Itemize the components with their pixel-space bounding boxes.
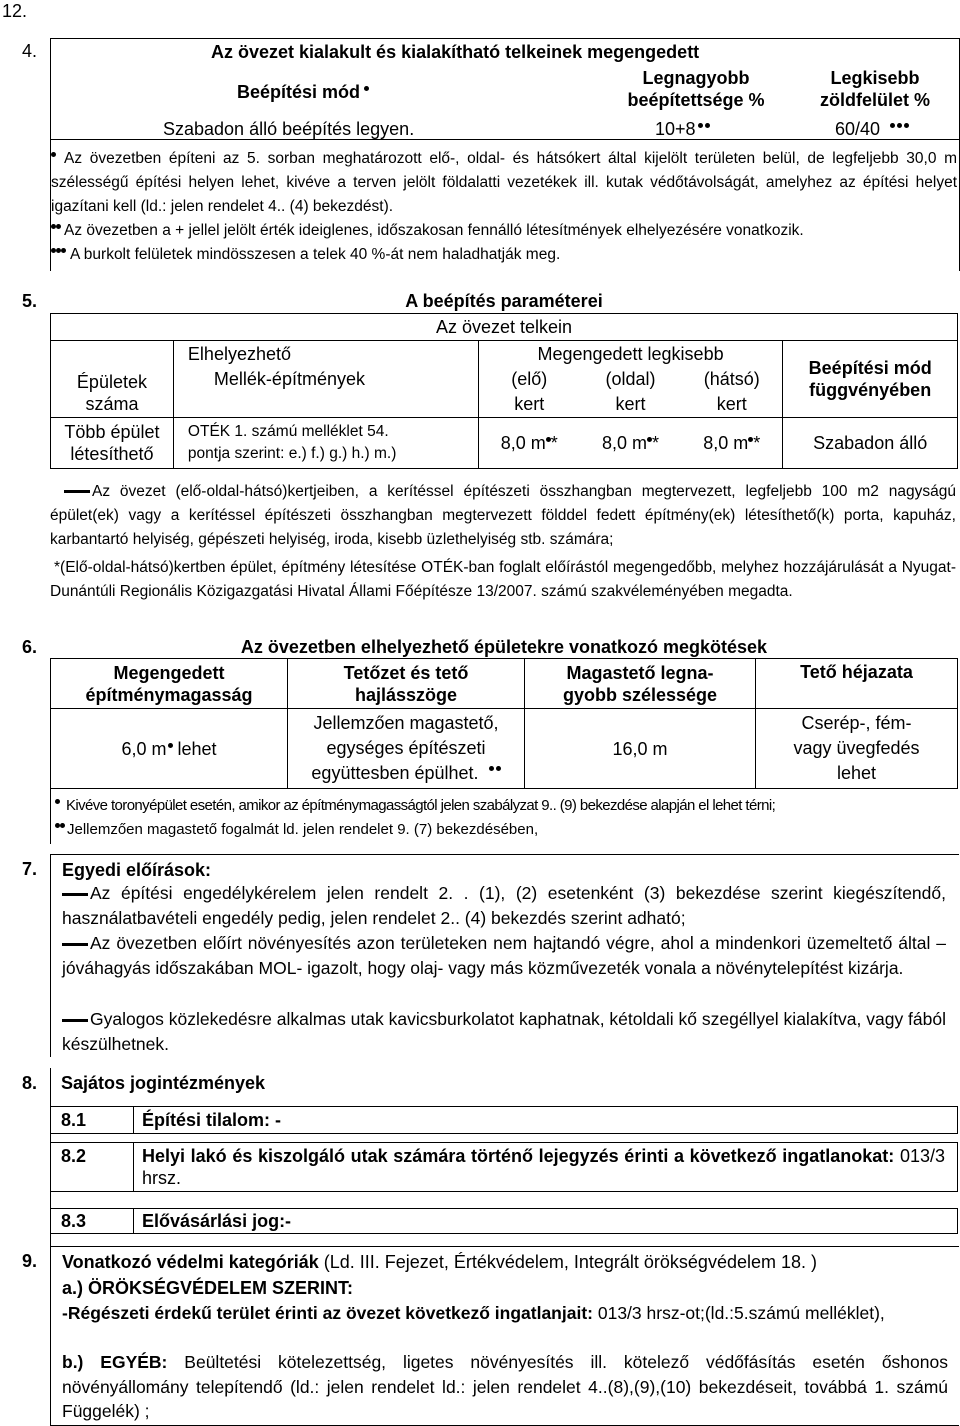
s4-note-1: Az övezetben építeni az 5. sorban meghatározott elő-, oldal- és hátsókert által kijelölt területen belül, de legfeljebb 30,0 m szélességű építési helyen lehet, kivéve a terven jelölt földalatti vezetékek ill. kutak védőtávolságát, amelyhez az építési helyet igazítani kell (ld.: jelen rendelet 4.. (4) bekezdést). [51, 150, 957, 215]
s6-col-width: Magastető legna- gyobb szélessége [525, 659, 756, 709]
s5-col-min: Megengedett legkisebb [478, 340, 783, 367]
s7-para-2: Az övezetben előírt növényesítés azon területeken nem hajtandó végre, ahol a mindenkori üzemeltető által –jóváhagyás időszakában MOL- igazolt, hogy olaj- vagy más közművezeték vonala a növénytelepítést kizárja. [62, 933, 946, 978]
section-9-title: Vonatkozó védelmi kategóriák (Ld. III. Fejezet, Értékvédelem, Integrált örökségvédelem 18. ) [62, 1252, 817, 1272]
s6-val-height: 6,0 m lehet [51, 709, 288, 789]
bullet-icon [705, 123, 710, 128]
s4-col-max: Legnagyobb beépítettsége % [627, 68, 765, 110]
s5-val-mode: Szabadon álló [783, 417, 958, 468]
s7-para-1: Az építési engedélykérelem jelen rendelt 2. . (1), (2) esetenként (3) bekezdése szerint kiegészítendő, használatbavételi engedély pedig, jelen rendelet 2.. (4) bekezdés szerint adható; [62, 883, 946, 928]
bullet-icon [168, 743, 173, 748]
bullet-icon [55, 799, 60, 804]
s5-col-ancillary: Mellék-építmények [173, 367, 478, 391]
bullet-icon [56, 224, 61, 229]
section-8-number: 8. [22, 1073, 38, 1093]
s4-note-3: A burkolt felületek mindösszesen a telek 40 %-át nem haladhatják meg. [51, 243, 957, 267]
s6-notes [50, 788, 959, 844]
s4-row-mode: Szabadon álló beépítés legyen. [163, 119, 415, 139]
dash-icon [62, 943, 88, 946]
bullet-icon [364, 86, 369, 91]
s6-table [50, 658, 958, 789]
s5-col-buildings: Épületek száma [51, 340, 174, 417]
section-7-number: 7. [22, 859, 38, 879]
s6-col-height: Megengedett építménymagasság [51, 659, 288, 709]
bullet-icon [496, 766, 501, 771]
dash-icon [64, 490, 90, 493]
bullet-icon [698, 123, 703, 128]
s5-val-front: 8,0 m * [478, 417, 580, 468]
s8-row-2: 8.2 Helyi lakó és kiszolgáló utak számára történő lejegyzés érinti a következő ingatlanokat: 013/3 hrsz. [50, 1142, 958, 1192]
s9-b-text: b.) EGYÉB: Beültetési kötelezettség, ligetes növényesítés ill. kötelező védőfásítás esetén őshonos növényállomány telepítendő (ld.: jelen rendelet ld.: jelen rendelet 4..(8),(9),(10) bekezdéseit, továbbá 1. számú Függelék) ; [62, 1352, 948, 1421]
s5-val-ancillary: OTÉK 1. számú melléklet 54. pontja szerint: e.) f.) g.) h.) m.) [173, 417, 478, 468]
section-4-number: 4. [22, 41, 38, 61]
bullet-icon [897, 123, 902, 128]
bullet-icon [904, 123, 909, 128]
section-7-title: Egyedi előírások: [62, 860, 212, 880]
dash-icon [62, 1019, 88, 1022]
s5-col-front: (elő) [478, 367, 580, 391]
bullet-icon [60, 823, 65, 828]
s4-row-green: 60/40 [835, 118, 909, 140]
s8-row-3: 8.3 Elővásárlási jog:- [50, 1208, 958, 1234]
s7-para-3: Gyalogos közlekedésre alkalmas utak kavicsburkolatot kaphatnak, kétoldali kő szegéllyel kialakítva, vagy fából készülhetnek. [62, 1009, 947, 1054]
section-5-title: A beépítés paraméterei [405, 291, 603, 311]
s5-val-rear: 8,0 m * [681, 417, 783, 468]
s6-col-cover: Tető héjazata [756, 659, 958, 709]
bullet-icon [61, 248, 66, 253]
s6-val-width: 16,0 m [525, 709, 756, 789]
s5-col-rear: (hátsó) [681, 367, 783, 391]
s9-a-text: -Régészeti érdekű terület érinti az övezet következő ingatlanjait: 013/3 hrsz-ot;(ld.:5.számú melléklet), [62, 1303, 885, 1323]
s5-note-2: *(Elő-oldal-hátsó)kertben épület, építmény létesítése OTÉK-ban foglalt előírástól megengedőbb, melyhez hozzájárulását a Nyugat-Dunántúli Regionális Közigazgatási Hivatal Állami Főépítésze 13/2007. számú szakvéleményében megadta. [50, 559, 956, 600]
section-5-number: 5. [22, 291, 38, 311]
s5-table: Az övezet telkein Épületek száma Elhelyezhető Megengedett legkisebb Beépítési mód függvényében Mellék-építmények (elő) (oldal) (hátsó) kert kert kert Több épület létesíthető OTÉK 1. számú melléklet 54. pontja szerint: e.) f.) g.) h.) m.) 8,0 m * 8,0 m * 8,0 m * Szabadon álló [50, 313, 958, 469]
s5-val-buildings: Több épület létesíthető [51, 417, 174, 468]
s5-col-placeable: Elhelyezhető [173, 340, 478, 367]
s9-a-head: a.) ÖRÖKSÉGVÉDELEM SZERINT: [62, 1278, 354, 1298]
section-6-number: 6. [22, 637, 38, 657]
section-9-number: 9. [22, 1251, 38, 1271]
s6-val-cover: Cserép-, fém- vagy üvegfedés lehet [756, 709, 958, 789]
section-6-title: Az övezetben elhelyezhető épületekre vonatkozó megkötések [240, 637, 768, 657]
s8-row-1: 8.1 Építési tilalom: - [50, 1106, 958, 1134]
section-4-title: Az övezet kialakult és kialakítható telkeinek megengedett [211, 42, 700, 62]
s4-row-max: 10+8 [655, 118, 710, 140]
s5-subtitle: Az övezet telkein [51, 314, 958, 341]
bullet-icon [51, 152, 56, 157]
bullet-icon [890, 123, 895, 128]
dash-icon [62, 893, 88, 896]
s6-val-roof: Jellemzően magastető, egységes építészeti együttesben épülhet. [288, 709, 525, 789]
s6-note-2: Jellemzően magastető fogalmát ld. jelen rendelet 9. (7) bekezdésében, [55, 818, 538, 842]
section-9-box [50, 1246, 959, 1426]
section-7-box [50, 854, 959, 1057]
s6-col-roof: Tetőzet és tető hajlásszöge [288, 659, 525, 709]
s6-note-1: Kivéve toronyépület esetén, amikor az építménymagasságtól jelen szabályzat 9.. (9) bekezdése alapján el lehet térni; [55, 794, 775, 818]
s4-col-mode: Beépítési mód [237, 81, 369, 103]
section-8-title: Sajátos jogintézmények [61, 1073, 266, 1093]
s5-note-1: Az övezet (elő-oldal-hátsó)kertjeiben, a kerítéssel építészeti összhangban megtervezett, legfeljebb 100 m2 nagyságú épület(ek) vagy a kerítéssel építészeti összhangban megtervezett földdel fedett építmény(ek) létesíthető(k) porta, kapuház, karbantartó helyiség, gépészeti helyiség, iroda, kisebb üzlethelyiség stb. számára; [50, 483, 956, 548]
s5-val-side: 8,0 m * [580, 417, 681, 468]
bullet-icon [489, 766, 494, 771]
page-number: 12. [2, 1, 28, 21]
section-4-box [50, 38, 960, 271]
s5-col-mode: Beépítési mód függvényében [783, 340, 958, 417]
s4-note-2: Az övezetben a + jellel jelölt érték ideiglenes, időszakosan fennálló létesítmények elhelyezésére vonatkozik. [51, 219, 957, 243]
s4-col-green: Legkisebb zöldfelület % [819, 68, 930, 110]
s5-col-side: (oldal) [605, 368, 656, 389]
